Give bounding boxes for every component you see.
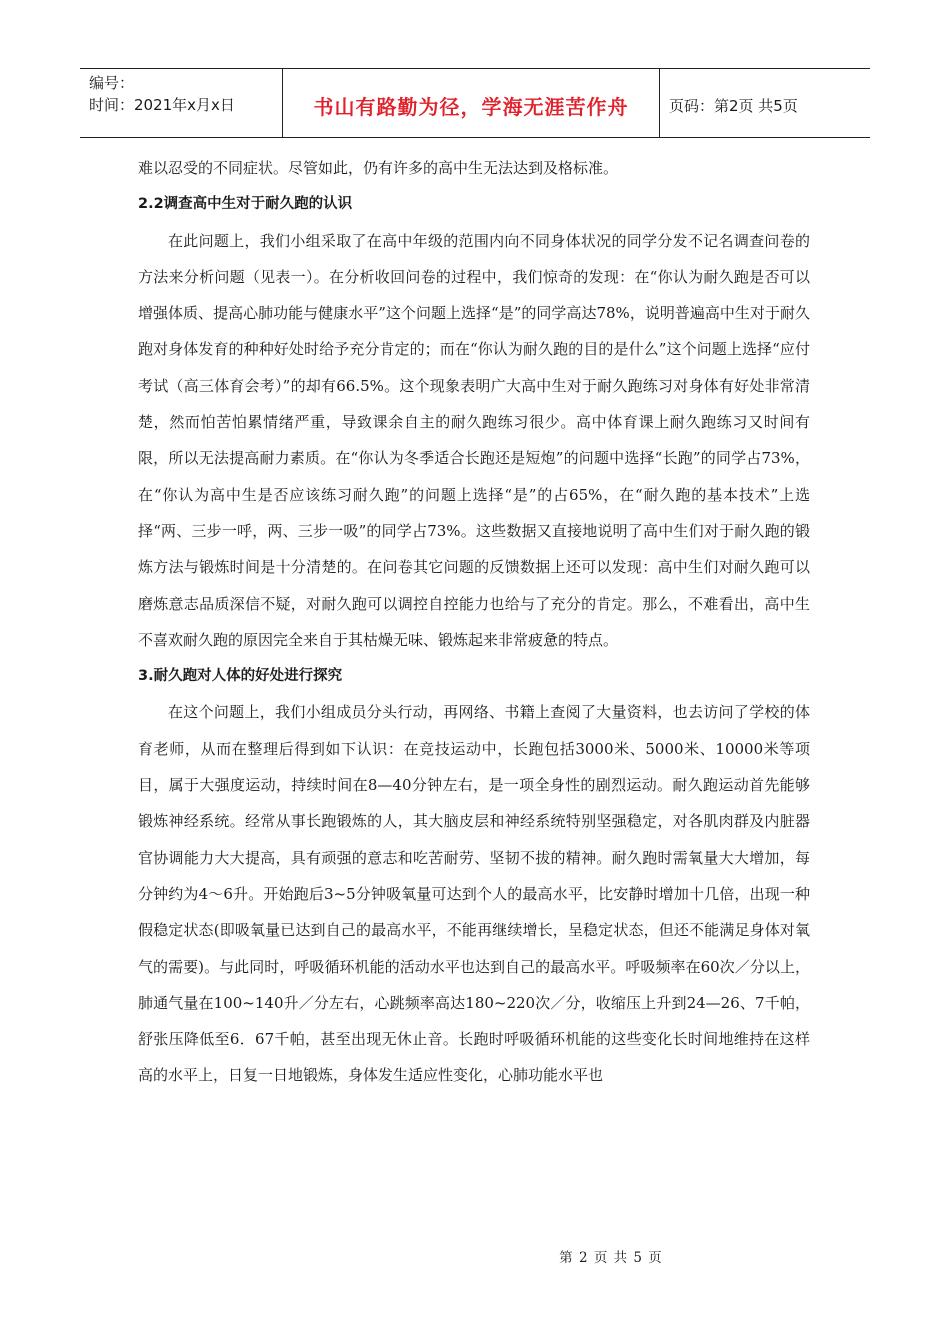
paragraph-continuation: 难以忍受的不同症状。尽管如此，仍有许多的高中生无法达到及格标准。 [138, 159, 619, 177]
header-page-cell [660, 69, 870, 137]
paragraph-survey: 在此问题上，我们小组采取了在高中年级的范围内向不同身体状况的同学分发不记名调查问卷的方法来分析问题（见表一）。在分析收回问卷的过程中，我们惊奇的发现：在“你认为耐久跑是否可以增强体质、提高心肺功能与健康水平”这个问题上选择“是”的同学高达78%，说明普遍高中生对于耐久跑对身体发育的种种好处时给予充分肯定的；而在“你认为耐久跑的目的是什么”这个问题上选择“应付考试（高三体育会考）”的却有66.5%。这个现象表明广大高中生对于耐久跑练习对身体有好处非常清楚，然而怕苦怕累情绪严重，导致课余自主的耐久跑练习很少。高中体育课上耐久跑练习又时间有限，所以无法提高耐力素质。在“你认为冬季适合长跑还是短炮”的问题中选择“长跑”的同学占73%，在“你认为高中生是否应该练习耐久跑”的问题上选择“是”的占65%，在“耐久跑的基本技术”上选择“两、三步一呼，两、三步一吸”的同学占73%。这些数据又直接地说明了高中生们对于耐久跑的锻炼方法与锻炼时间是十分清楚的。在问卷其它问题的反馈数据上还可以发现：高中生们对耐久跑可以磨炼意志品质深信不疑，对耐久跑可以调控自控能力也给与了充分的肯定。那么，不难看出，高中生不喜欢耐久跑的原因完全来自于其枯燥无味、锻炼起来非常疲惫的特点。 [138, 231, 810, 649]
page-number-label: 页码：第2页 共5页 [669, 96, 798, 115]
paragraph-benefits: 在这个问题上，我们小组成员分头行动，再网络、书籍上查阅了大量资料，也去访问了学校的体育老师，从而在整理后得到如下认识：在竞技运动中，长跑包括3000米、5000米、10000米等项目，属于大强度运动，持续时间在8—40分钟左右，是一项全身性的剧烈运动。耐久跑运动首先能够锻炼神经系统。经常从事长跑锻炼的人，其大脑皮层和神经系统特别坚强稳定，对各肌肉群及内脏器官协调能力大大提高，具有顽强的意志和吃苦耐劳、坚韧不拔的精神。耐久跑时需氧量大大增加，每分钟约为4～6升。开始跑后3~5分钟吸氧量可达到个人的最高水平，比安静时增加十几倍，出现一种假稳定状态(即吸氧量已达到自己的最高水平，不能再继续增长，呈稳定状态，但还不能满足身体对氧气的需要)。与此同时，呼吸循环机能的活动水平也达到自己的最高水平。呼吸频率在60次／分以上，肺通气量在100~140升／分左右，心跳频率高达180~220次／分，收缩压上升到24—26、7千帕，舒张压降低至6．67千帕，甚至出现无休止音。长跑时呼吸循环机能的这些变化长时间地维持在这样高的水平上，日复一日地锻炼，身体发生适应性变化，心肺功能水平也 [138, 703, 810, 1085]
header-left-cell [80, 69, 283, 137]
date-label: 时间：2021年x月x日 [89, 96, 235, 114]
footer-page-number: 第 2 页 共 5 页 [559, 1250, 663, 1266]
header-motto-cell [283, 69, 660, 137]
page-header [80, 68, 870, 138]
document-body [138, 150, 810, 1094]
section-heading-2-2: 2.2调查高中生对于耐久跑的认识 [138, 196, 353, 213]
motto-text: 书山有路勤为径，学海无涯苦作舟 [313, 94, 629, 119]
number-label: 编号： [89, 74, 135, 92]
section-heading-3: 3.耐久跑对人体的好处进行探究 [138, 668, 343, 685]
page-footer [0, 1246, 950, 1266]
